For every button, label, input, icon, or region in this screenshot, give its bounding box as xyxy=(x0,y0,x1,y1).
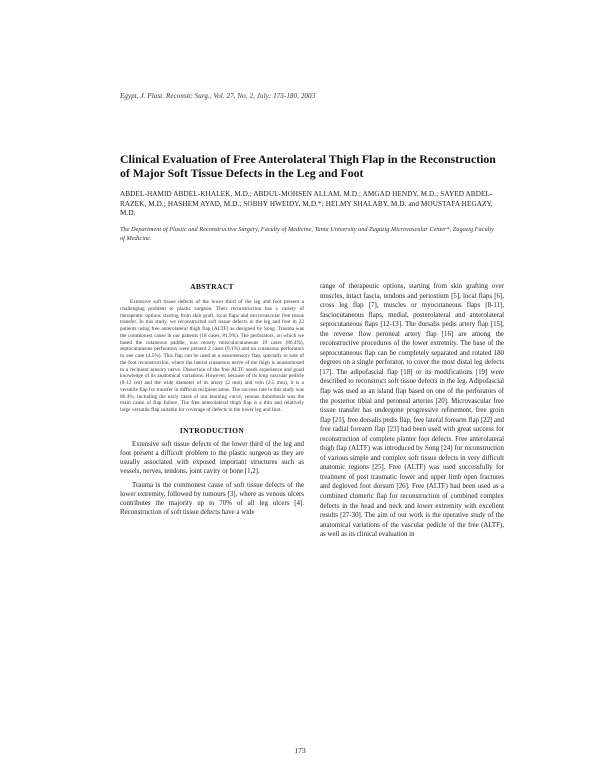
abstract-text: Extensive soft tissue defects of the lower third of the leg and foot present a challenging problem to plastic surgeon. Their reconstruction has a variety of therapeutic options starting from skin graft, local flaps and microvascular free tissue transfer. In this study, we reconstructed soft tissue defects in the leg and foot in 22 patients using free anterolateral thigh flap (ALTF) as designed by Song. Trauma was the commonest cause in our patients (18 cases, 81.9%). The perforators, on which we based the cutaneous paddle, was mostly musculocutaneous 19 cases (86.4%), septocutaneous perforators were present 2 cases (9.1%) and no cutaneous perforators in one case (4.5%). This flap can be used as a neurosensory flap, specially in sole of the foot reconstruction, where the lateral cutaneous nerve of the thigh is anastomosed to a recipient sensory nerve. Dissection of the free ALTF needs experience and good knowledge of its anatomical variations. However, because of its long vascular pedicle (8-12 cm) and the wide diameter of its artery (2 mm) and vein (2.5 mm), it is a versatile flap for transfer in difficult recipient areas. The success rate in this study was 86.4%, including the early cases of our learning curve, venous thrombosis was the main cause of flap failure. The free anterolateral thigh flap is a thin and relatively large versatile flap suitable for coverage of defects in the lower leg and foot. xyxy=(120,299,304,413)
left-column xyxy=(120,282,304,523)
intro-continuation: range of therapeutic options, starting from skin grafting over muscles, intact fascia, tendons and periostium [5], local flaps [6], cross leg flap [7], muscles or myocutaneous flaps [8-11], fasciocutaneous flaps, medial, posterolateral and anterolateral septocutaneous flaps [12-13]. The dorsalis pedis artery flap [15], the reverse flow peroneal artery flap [16] are among the reconstructive procedures of the lower extremity. The base of the septocutaneous flap can be completely separated and rotated 180 degrees on a single perforator, to cover the most distal leg defects [17]. The adipofascial flap [18] or its modifications [19] were described to reconstruct soft tissue defects in the leg. Adipofascial flap was used as an island flap based on one of the perforators of the posterior tibial and peroneal arteries [20]. Microvascular free tissue transfer has undergone progressive refinement, free groin flap [21], free dorsalis pedis flap, free lateral forearm flap [22] and free radial forearm flap [23] had been used with great success for reconstruction of complete planter foot defects. Free anterolateral thigh flap (ALTF) was introduced by Song [24] for reconstruction of various simple and complex soft tissue defects in very difficult anatomic regions [25]. Free (ALTF) was used successfully for treatment of post traumatic lower and upper limb open fractures and degloved foot dorsum [26]. Free (ALTF) had been used as a combined chimeric flap for reconstruction of combined complex defects in the head and neck and lower extremity with excellent results [27-30]. The aim of our work is the operative study of the anatomical variations of the vascular pedicle of the free (ALTF), as well as its clinical evaluation in xyxy=(320,283,504,539)
article-title: Clinical Evaluation of Free Anterolateral Thigh Flap in the Reconstruction of Major Soft Tissue Defects in the Leg and Foot xyxy=(120,152,496,180)
affiliation: The Department of Plastic and Reconstructive Surgery, Faculty of Medicine, Tanta University and Zagazig Microvascular Center*, Zagazig Faculty of Medicine. xyxy=(120,226,494,242)
introduction-heading: INTRODUCTION xyxy=(179,425,245,435)
author-list: ABDEL-HAMID ABDEL-KHALEK, M.D.; ABDUL-MOHSEN ALLAM, M.D.; AMGAD HENDY, M.D.; SAYED ABDEL-RAZEK, M.D.; HASHEM AYAD, M.D.; SOBHY HWEIDY, M.D.*; HELMY SHALABY, M.D. and MOUSTAFA HEGAZY, M.D. xyxy=(120,190,493,218)
abstract-heading: ABSTRACT xyxy=(190,282,234,291)
right-column xyxy=(320,282,504,540)
intro-paragraph-1: Extensive soft tissue defects of the lower third of the leg and foot present a difficult problem to the plastic surgeon as they are usually associated with exposed important structures such as vessels, nerves, tendons, joint cavity or bone [1,2]. xyxy=(120,440,304,476)
page-number: 173 xyxy=(294,746,306,755)
intro-paragraph-2: Trauma is the commonest cause of soft tissue defects of the lower extremity, followed by tumours [3], where as venous ulcers contributes the majority up to 70% of all leg ulcers [4]. Reconstruction of soft tissue defects have a wide xyxy=(120,482,304,517)
running-head: Egypt, J. Plast. Reconstr. Surg., Vol. 27, No. 2, July: 173-180, 2003 xyxy=(120,92,316,100)
